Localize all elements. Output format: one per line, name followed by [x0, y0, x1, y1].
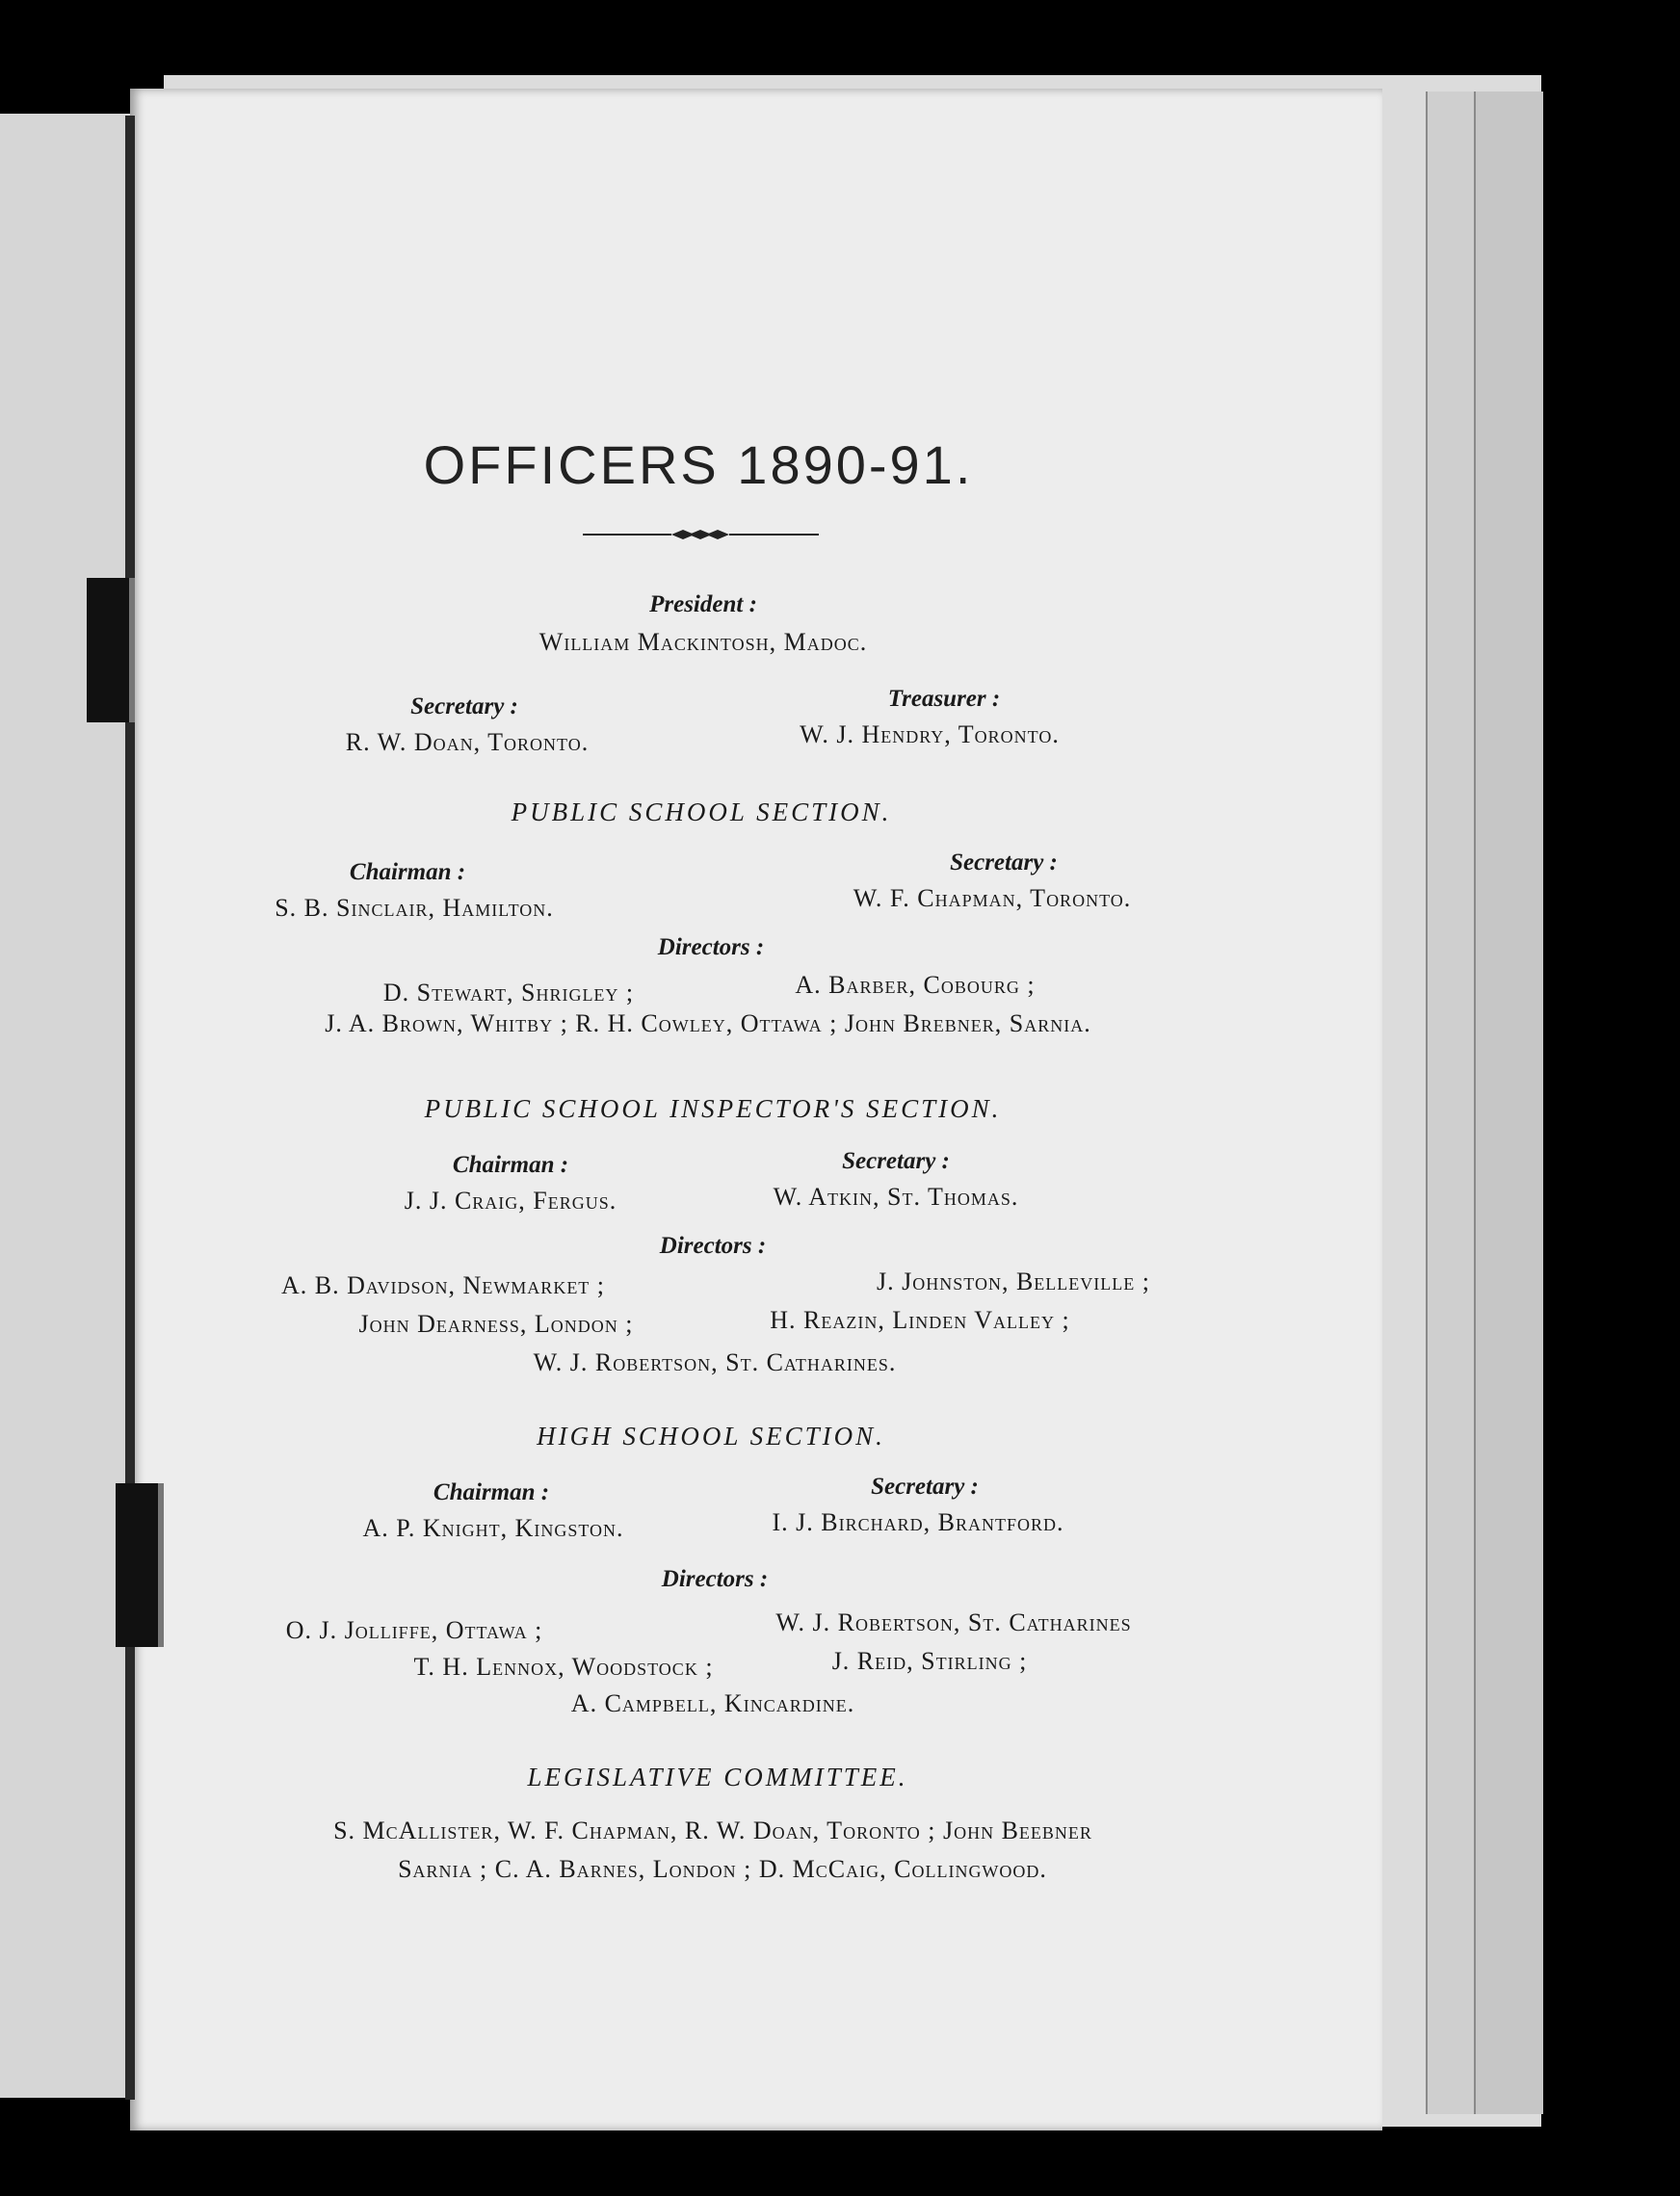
public-school-heading: PUBLIC SCHOOL SECTION.: [511, 797, 892, 826]
high-school-secretary: I. J. Birchard, Brantford.: [772, 1508, 1064, 1536]
public-school-directors-1b: A. Barber, Cobourg ;: [795, 971, 1036, 999]
legislative-line-2: Sarnia ; C. A. Barnes, London ; D. McCaig, Collingwood.: [398, 1855, 1047, 1883]
treasurer-label: Treasurer :: [887, 686, 1001, 712]
high-school-directors-2a: T. H. Lennox, Woodstock ;: [413, 1653, 714, 1681]
inspectors-directors-label: Directors :: [659, 1233, 767, 1259]
high-school-directors-2b: J. Reid, Stirling ;: [831, 1647, 1028, 1675]
secretary-label: Secretary :: [410, 693, 518, 719]
public-school-directors-2: J. A. Brown, Whitby ; R. H. Cowley, Ottawa ; John Brebner, Sarnia.: [325, 1009, 1091, 1037]
title-ornament: [583, 530, 819, 539]
president-name: William Mackintosh, Madoc.: [538, 628, 868, 656]
inspectors-directors-1b: J. Johnston, Belleville ;: [877, 1268, 1150, 1295]
high-school-chairman-label: Chairman :: [433, 1479, 550, 1505]
inspectors-secretary: W. Atkin, St. Thomas.: [773, 1183, 1019, 1211]
public-school-chairman: S. B. Sinclair, Hamilton.: [275, 894, 554, 922]
inspectors-chairman-label: Chairman :: [452, 1152, 569, 1178]
inspectors-directors-2a: John Dearness, London ;: [358, 1310, 634, 1338]
high-school-secretary-label: Secretary :: [871, 1474, 979, 1500]
inspectors-secretary-label: Secretary :: [842, 1148, 950, 1174]
public-school-directors-label: Directors :: [657, 934, 765, 960]
inspectors-directors-3: W. J. Robertson, St. Catharines.: [533, 1348, 897, 1376]
secretary-name: R. W. Doan, Toronto.: [345, 728, 590, 756]
public-school-chairman-label: Chairman :: [349, 859, 466, 885]
inspectors-chairman: J. J. Craig, Fergus.: [404, 1187, 617, 1215]
page-title: OFFICERS 1890-91.: [423, 434, 974, 495]
public-school-secretary-label: Secretary :: [950, 850, 1058, 876]
inspectors-heading: PUBLIC SCHOOL INSPECTOR'S SECTION.: [424, 1094, 1002, 1123]
president-label: President :: [649, 591, 757, 617]
high-school-directors-label: Directors :: [661, 1566, 769, 1592]
public-school-directors-1a: D. Stewart, Shrigley ;: [382, 979, 635, 1006]
treasurer-name: W. J. Hendry, Toronto.: [800, 720, 1060, 748]
legislative-heading: LEGISLATIVE COMMITTEE.: [527, 1763, 908, 1791]
high-school-heading: HIGH SCHOOL SECTION.: [537, 1422, 885, 1451]
high-school-directors-3: A. Campbell, Kincardine.: [570, 1689, 855, 1717]
legislative-line-1: S. McAllister, W. F. Chapman, R. W. Doan, Toronto ; John Beebner: [333, 1817, 1092, 1844]
high-school-directors-1b: W. J. Robertson, St. Catharines: [775, 1608, 1132, 1636]
inspectors-directors-2b: H. Reazin, Linden Valley ;: [770, 1306, 1070, 1334]
public-school-secretary: W. F. Chapman, Toronto.: [853, 884, 1132, 912]
high-school-directors-1a: O. J. Jolliffe, Ottawa ;: [285, 1616, 543, 1644]
inspectors-directors-1a: A. B. Davidson, Newmarket ;: [280, 1271, 606, 1299]
high-school-chairman: A. P. Knight, Kingston.: [362, 1514, 624, 1542]
